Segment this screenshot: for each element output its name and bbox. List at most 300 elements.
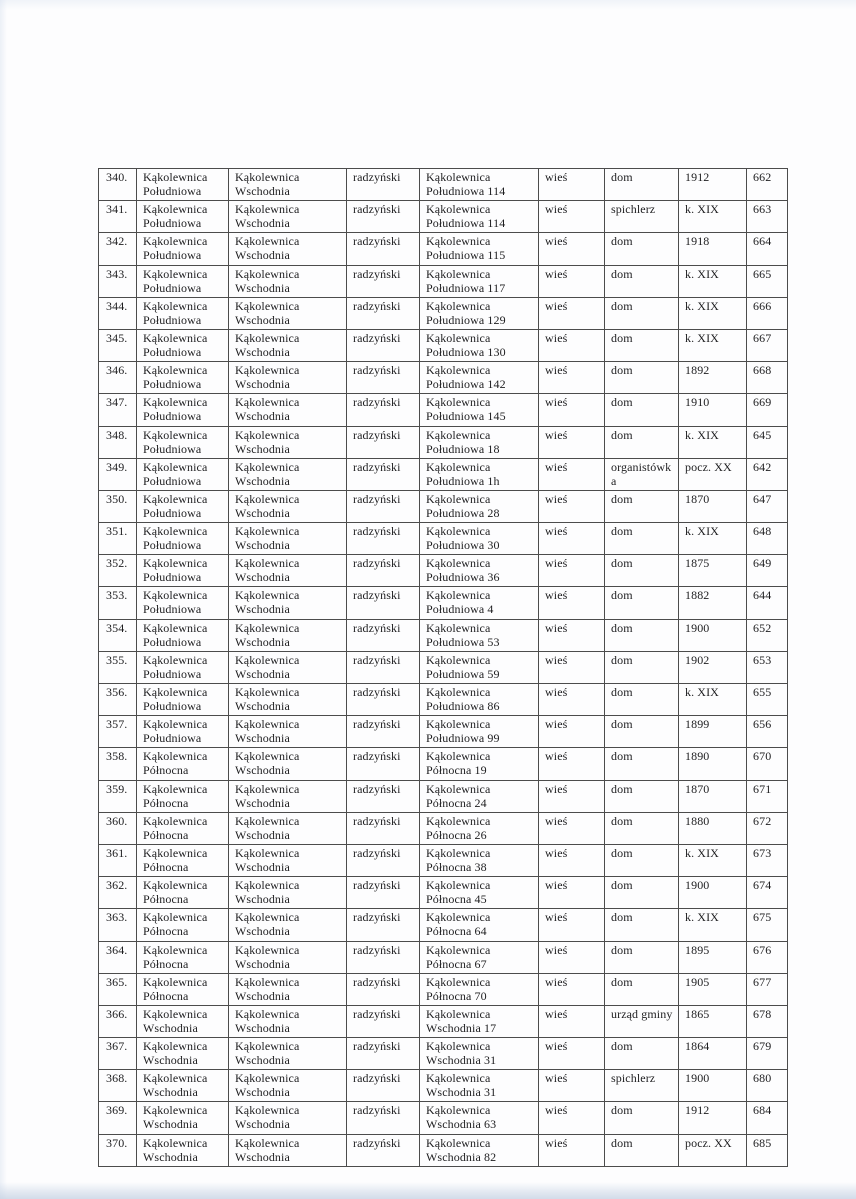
cell-dating: 1905 — [679, 973, 747, 1005]
cell-no: 360. — [99, 812, 137, 844]
cell-dating: pocz. XX — [679, 1134, 747, 1166]
cell-no: 368. — [99, 1070, 137, 1102]
cell-commune: Kąkolewnica Wschodnia — [229, 458, 347, 490]
cell-no: 356. — [99, 684, 137, 716]
cell-object: dom — [605, 426, 679, 458]
cell-locality: Kąkolewnica Wschodnia — [137, 1038, 229, 1070]
cell-district: radzyński — [347, 716, 420, 748]
cell-address: Kąkolewnica Północna 45 — [420, 877, 539, 909]
cell-type: wieś — [539, 1070, 605, 1102]
cell-no: 348. — [99, 426, 137, 458]
cell-commune: Kąkolewnica Wschodnia — [229, 619, 347, 651]
cell-district: radzyński — [347, 201, 420, 233]
cell-object: spichlerz — [605, 201, 679, 233]
cell-type: wieś — [539, 329, 605, 361]
cell-district: radzyński — [347, 651, 420, 683]
cell-dating: 1880 — [679, 812, 747, 844]
cell-no: 358. — [99, 748, 137, 780]
cell-district: radzyński — [347, 458, 420, 490]
cell-type: wieś — [539, 748, 605, 780]
cell-object: dom — [605, 909, 679, 941]
cell-commune: Kąkolewnica Wschodnia — [229, 265, 347, 297]
cell-district: radzyński — [347, 844, 420, 876]
cell-id: 670 — [747, 748, 788, 780]
cell-no: 355. — [99, 651, 137, 683]
cell-address: Kąkolewnica Północna 67 — [420, 941, 539, 973]
cell-dating: k. XIX — [679, 329, 747, 361]
cell-id: 664 — [747, 233, 788, 265]
cell-commune: Kąkolewnica Wschodnia — [229, 1134, 347, 1166]
cell-object: dom — [605, 973, 679, 1005]
cell-address: Kąkolewnica Południowa 30 — [420, 523, 539, 555]
cell-commune: Kąkolewnica Wschodnia — [229, 233, 347, 265]
cell-address: Kąkolewnica Północna 38 — [420, 844, 539, 876]
cell-no: 349. — [99, 458, 137, 490]
cell-id: 655 — [747, 684, 788, 716]
cell-dating: 1895 — [679, 941, 747, 973]
cell-no: 350. — [99, 490, 137, 522]
cell-id: 652 — [747, 619, 788, 651]
cell-no: 362. — [99, 877, 137, 909]
cell-type: wieś — [539, 684, 605, 716]
cell-no: 365. — [99, 973, 137, 1005]
table-row — [99, 233, 788, 265]
cell-id: 656 — [747, 716, 788, 748]
cell-district: radzyński — [347, 909, 420, 941]
cell-object: dom — [605, 1038, 679, 1070]
cell-object: dom — [605, 265, 679, 297]
cell-commune: Kąkolewnica Wschodnia — [229, 555, 347, 587]
cell-address: Kąkolewnica Południowa 36 — [420, 555, 539, 587]
cell-address: Kąkolewnica Południowa 28 — [420, 490, 539, 522]
cell-locality: Kąkolewnica Południowa — [137, 587, 229, 619]
cell-dating: 1870 — [679, 780, 747, 812]
cell-type: wieś — [539, 973, 605, 1005]
cell-id: 667 — [747, 329, 788, 361]
cell-locality: Kąkolewnica Południowa — [137, 651, 229, 683]
cell-address: Kąkolewnica Południowa 59 — [420, 651, 539, 683]
cell-object: dom — [605, 297, 679, 329]
cell-object: dom — [605, 523, 679, 555]
cell-address: Kąkolewnica Południowa 86 — [420, 684, 539, 716]
cell-id: 648 — [747, 523, 788, 555]
cell-id: 673 — [747, 844, 788, 876]
cell-locality: Kąkolewnica Północna — [137, 812, 229, 844]
cell-object: dom — [605, 233, 679, 265]
cell-commune: Kąkolewnica Wschodnia — [229, 973, 347, 1005]
cell-locality: Kąkolewnica Północna — [137, 941, 229, 973]
cell-id: 645 — [747, 426, 788, 458]
cell-district: radzyński — [347, 555, 420, 587]
cell-commune: Kąkolewnica Wschodnia — [229, 1102, 347, 1134]
cell-no: 351. — [99, 523, 137, 555]
cell-no: 369. — [99, 1102, 137, 1134]
cell-district: radzyński — [347, 426, 420, 458]
cell-object: dom — [605, 329, 679, 361]
table-row — [99, 844, 788, 876]
cell-type: wieś — [539, 1005, 605, 1037]
cell-commune: Kąkolewnica Wschodnia — [229, 812, 347, 844]
cell-locality: Kąkolewnica Południowa — [137, 555, 229, 587]
cell-no: 359. — [99, 780, 137, 812]
cell-type: wieś — [539, 201, 605, 233]
cell-dating: 1918 — [679, 233, 747, 265]
table-row — [99, 780, 788, 812]
cell-object: dom — [605, 844, 679, 876]
cell-commune: Kąkolewnica Wschodnia — [229, 523, 347, 555]
cell-id: 666 — [747, 297, 788, 329]
cell-address: Kąkolewnica Północna 64 — [420, 909, 539, 941]
cell-no: 367. — [99, 1038, 137, 1070]
cell-object: dom — [605, 169, 679, 201]
cell-id: 684 — [747, 1102, 788, 1134]
cell-locality: Kąkolewnica Wschodnia — [137, 1005, 229, 1037]
cell-address: Kąkolewnica Północna 19 — [420, 748, 539, 780]
cell-district: radzyński — [347, 297, 420, 329]
cell-address: Kąkolewnica Wschodnia 82 — [420, 1134, 539, 1166]
table-row — [99, 169, 788, 201]
cell-type: wieś — [539, 619, 605, 651]
cell-object: dom — [605, 1134, 679, 1166]
table-row — [99, 587, 788, 619]
cell-type: wieś — [539, 458, 605, 490]
cell-district: radzyński — [347, 394, 420, 426]
cell-no: 344. — [99, 297, 137, 329]
cell-commune: Kąkolewnica Wschodnia — [229, 651, 347, 683]
cell-locality: Kąkolewnica Południowa — [137, 458, 229, 490]
cell-commune: Kąkolewnica Wschodnia — [229, 201, 347, 233]
cell-commune: Kąkolewnica Wschodnia — [229, 941, 347, 973]
cell-object: dom — [605, 812, 679, 844]
cell-object: dom — [605, 394, 679, 426]
cell-dating: 1910 — [679, 394, 747, 426]
cell-id: 662 — [747, 169, 788, 201]
table-row — [99, 297, 788, 329]
cell-object: dom — [605, 684, 679, 716]
cell-district: radzyński — [347, 523, 420, 555]
cell-object: dom — [605, 1102, 679, 1134]
cell-object: dom — [605, 941, 679, 973]
scan-top-edge-tint — [0, 0, 856, 10]
cell-district: radzyński — [347, 748, 420, 780]
cell-address: Kąkolewnica Południowa 53 — [420, 619, 539, 651]
cell-type: wieś — [539, 941, 605, 973]
cell-id: 680 — [747, 1070, 788, 1102]
cell-no: 366. — [99, 1005, 137, 1037]
cell-district: radzyński — [347, 1102, 420, 1134]
cell-id: 669 — [747, 394, 788, 426]
cell-district: radzyński — [347, 684, 420, 716]
cell-type: wieś — [539, 490, 605, 522]
table-row — [99, 394, 788, 426]
cell-id: 647 — [747, 490, 788, 522]
cell-type: wieś — [539, 909, 605, 941]
cell-type: wieś — [539, 362, 605, 394]
cell-id: 668 — [747, 362, 788, 394]
cell-locality: Kąkolewnica Wschodnia — [137, 1070, 229, 1102]
cell-locality: Kąkolewnica Południowa — [137, 426, 229, 458]
table-row — [99, 748, 788, 780]
table-row — [99, 812, 788, 844]
cell-id: 642 — [747, 458, 788, 490]
cell-district: radzyński — [347, 1005, 420, 1037]
cell-locality: Kąkolewnica Południowa — [137, 169, 229, 201]
cell-locality: Kąkolewnica Południowa — [137, 362, 229, 394]
cell-object: urząd gminy — [605, 1005, 679, 1037]
table-row — [99, 329, 788, 361]
cell-locality: Kąkolewnica Południowa — [137, 716, 229, 748]
cell-district: radzyński — [347, 619, 420, 651]
cell-type: wieś — [539, 587, 605, 619]
cell-address: Kąkolewnica Południowa 4 — [420, 587, 539, 619]
cell-no: 352. — [99, 555, 137, 587]
cell-no: 363. — [99, 909, 137, 941]
table-row — [99, 973, 788, 1005]
cell-address: Kąkolewnica Południowa 115 — [420, 233, 539, 265]
scan-bottom-edge-tint — [0, 1182, 856, 1199]
cell-locality: Kąkolewnica Południowa — [137, 329, 229, 361]
table-row — [99, 941, 788, 973]
cell-locality: Kąkolewnica Południowa — [137, 265, 229, 297]
cell-address: Kąkolewnica Wschodnia 63 — [420, 1102, 539, 1134]
cell-id: 685 — [747, 1134, 788, 1166]
cell-address: Kąkolewnica Północna 26 — [420, 812, 539, 844]
cell-locality: Kąkolewnica Południowa — [137, 684, 229, 716]
cell-object: dom — [605, 651, 679, 683]
cell-locality: Kąkolewnica Północna — [137, 909, 229, 941]
table-row — [99, 877, 788, 909]
cell-id: 675 — [747, 909, 788, 941]
cell-district: radzyński — [347, 265, 420, 297]
table-row — [99, 1070, 788, 1102]
cell-id: 678 — [747, 1005, 788, 1037]
cell-type: wieś — [539, 555, 605, 587]
cell-address: Kąkolewnica Południowa 130 — [420, 329, 539, 361]
cell-commune: Kąkolewnica Wschodnia — [229, 490, 347, 522]
table-row — [99, 1005, 788, 1037]
cell-address: Kąkolewnica Południowa 99 — [420, 716, 539, 748]
table-row — [99, 909, 788, 941]
cell-dating: 1875 — [679, 555, 747, 587]
cell-type: wieś — [539, 1102, 605, 1134]
cell-type: wieś — [539, 169, 605, 201]
cell-district: radzyński — [347, 1134, 420, 1166]
cell-type: wieś — [539, 265, 605, 297]
cell-address: Kąkolewnica Południowa 142 — [420, 362, 539, 394]
cell-type: wieś — [539, 1038, 605, 1070]
cell-object: dom — [605, 748, 679, 780]
cell-commune: Kąkolewnica Wschodnia — [229, 684, 347, 716]
cell-dating: k. XIX — [679, 523, 747, 555]
cell-address: Kąkolewnica Południowa 129 — [420, 297, 539, 329]
cell-district: radzyński — [347, 490, 420, 522]
cell-commune: Kąkolewnica Wschodnia — [229, 748, 347, 780]
cell-no: 370. — [99, 1134, 137, 1166]
cell-commune: Kąkolewnica Wschodnia — [229, 297, 347, 329]
cell-dating: k. XIX — [679, 426, 747, 458]
cell-dating: 1892 — [679, 362, 747, 394]
heritage-register-table — [98, 168, 788, 1167]
cell-no: 353. — [99, 587, 137, 619]
cell-type: wieś — [539, 844, 605, 876]
cell-dating: k. XIX — [679, 844, 747, 876]
table-row — [99, 426, 788, 458]
cell-address: Kąkolewnica Wschodnia 17 — [420, 1005, 539, 1037]
cell-address: Kąkolewnica Wschodnia 31 — [420, 1038, 539, 1070]
cell-district: radzyński — [347, 1038, 420, 1070]
cell-locality: Kąkolewnica Południowa — [137, 394, 229, 426]
table-row — [99, 1102, 788, 1134]
cell-dating: 1900 — [679, 877, 747, 909]
table-row — [99, 458, 788, 490]
table-row — [99, 362, 788, 394]
cell-district: radzyński — [347, 941, 420, 973]
cell-address: Kąkolewnica Południowa 114 — [420, 201, 539, 233]
cell-type: wieś — [539, 394, 605, 426]
cell-object: organistówka — [605, 458, 679, 490]
cell-locality: Kąkolewnica Wschodnia — [137, 1102, 229, 1134]
cell-type: wieś — [539, 233, 605, 265]
cell-type: wieś — [539, 877, 605, 909]
table-row — [99, 1134, 788, 1166]
cell-type: wieś — [539, 523, 605, 555]
table-row — [99, 1038, 788, 1070]
cell-commune: Kąkolewnica Wschodnia — [229, 426, 347, 458]
cell-object: dom — [605, 555, 679, 587]
table-row — [99, 619, 788, 651]
cell-dating: 1865 — [679, 1005, 747, 1037]
cell-locality: Kąkolewnica Północna — [137, 877, 229, 909]
cell-no: 342. — [99, 233, 137, 265]
cell-no: 357. — [99, 716, 137, 748]
cell-district: radzyński — [347, 362, 420, 394]
cell-district: radzyński — [347, 877, 420, 909]
table-row — [99, 490, 788, 522]
cell-commune: Kąkolewnica Wschodnia — [229, 394, 347, 426]
cell-district: radzyński — [347, 169, 420, 201]
cell-object: dom — [605, 716, 679, 748]
cell-address: Kąkolewnica Południowa 18 — [420, 426, 539, 458]
cell-dating: k. XIX — [679, 909, 747, 941]
cell-id: 676 — [747, 941, 788, 973]
cell-address: Kąkolewnica Wschodnia 31 — [420, 1070, 539, 1102]
cell-locality: Kąkolewnica Północna — [137, 844, 229, 876]
cell-dating: 1900 — [679, 619, 747, 651]
cell-locality: Kąkolewnica Południowa — [137, 619, 229, 651]
cell-no: 347. — [99, 394, 137, 426]
cell-dating: 1882 — [679, 587, 747, 619]
table-row — [99, 555, 788, 587]
cell-district: radzyński — [347, 587, 420, 619]
cell-address: Kąkolewnica Południowa 145 — [420, 394, 539, 426]
cell-locality: Kąkolewnica Północna — [137, 748, 229, 780]
cell-commune: Kąkolewnica Wschodnia — [229, 169, 347, 201]
cell-commune: Kąkolewnica Wschodnia — [229, 1005, 347, 1037]
table-row — [99, 684, 788, 716]
cell-address: Kąkolewnica Północna 24 — [420, 780, 539, 812]
cell-district: radzyński — [347, 233, 420, 265]
cell-object: dom — [605, 619, 679, 651]
cell-commune: Kąkolewnica Wschodnia — [229, 780, 347, 812]
cell-id: 644 — [747, 587, 788, 619]
cell-dating: 1899 — [679, 716, 747, 748]
cell-locality: Kąkolewnica Południowa — [137, 233, 229, 265]
cell-address: Kąkolewnica Północna 70 — [420, 973, 539, 1005]
cell-type: wieś — [539, 1134, 605, 1166]
cell-dating: 1870 — [679, 490, 747, 522]
cell-no: 346. — [99, 362, 137, 394]
cell-locality: Kąkolewnica Południowa — [137, 201, 229, 233]
cell-no: 341. — [99, 201, 137, 233]
cell-type: wieś — [539, 651, 605, 683]
cell-locality: Kąkolewnica Południowa — [137, 490, 229, 522]
cell-no: 361. — [99, 844, 137, 876]
cell-district: radzyński — [347, 329, 420, 361]
cell-dating: 1890 — [679, 748, 747, 780]
cell-locality: Kąkolewnica Północna — [137, 780, 229, 812]
cell-commune: Kąkolewnica Wschodnia — [229, 1070, 347, 1102]
cell-commune: Kąkolewnica Wschodnia — [229, 716, 347, 748]
cell-no: 345. — [99, 329, 137, 361]
cell-commune: Kąkolewnica Wschodnia — [229, 909, 347, 941]
cell-district: radzyński — [347, 812, 420, 844]
cell-object: dom — [605, 362, 679, 394]
cell-id: 677 — [747, 973, 788, 1005]
cell-locality: Kąkolewnica Południowa — [137, 523, 229, 555]
cell-dating: k. XIX — [679, 297, 747, 329]
cell-dating: 1864 — [679, 1038, 747, 1070]
table-row — [99, 523, 788, 555]
cell-district: radzyński — [347, 1070, 420, 1102]
cell-dating: 1912 — [679, 1102, 747, 1134]
cell-id: 663 — [747, 201, 788, 233]
cell-locality: Kąkolewnica Północna — [137, 973, 229, 1005]
cell-commune: Kąkolewnica Wschodnia — [229, 587, 347, 619]
cell-dating: 1900 — [679, 1070, 747, 1102]
cell-district: radzyński — [347, 780, 420, 812]
cell-id: 672 — [747, 812, 788, 844]
cell-object: spichlerz — [605, 1070, 679, 1102]
table-row — [99, 265, 788, 297]
table-body — [99, 169, 788, 1167]
cell-id: 665 — [747, 265, 788, 297]
cell-no: 364. — [99, 941, 137, 973]
cell-type: wieś — [539, 780, 605, 812]
cell-commune: Kąkolewnica Wschodnia — [229, 362, 347, 394]
cell-object: dom — [605, 780, 679, 812]
cell-commune: Kąkolewnica Wschodnia — [229, 844, 347, 876]
cell-type: wieś — [539, 812, 605, 844]
cell-no: 343. — [99, 265, 137, 297]
cell-dating: k. XIX — [679, 201, 747, 233]
cell-type: wieś — [539, 426, 605, 458]
cell-locality: Kąkolewnica Południowa — [137, 297, 229, 329]
table-row — [99, 201, 788, 233]
cell-commune: Kąkolewnica Wschodnia — [229, 877, 347, 909]
cell-no: 340. — [99, 169, 137, 201]
cell-type: wieś — [539, 716, 605, 748]
table-row — [99, 651, 788, 683]
cell-id: 653 — [747, 651, 788, 683]
cell-commune: Kąkolewnica Wschodnia — [229, 1038, 347, 1070]
cell-address: Kąkolewnica Południowa 117 — [420, 265, 539, 297]
cell-dating: pocz. XX — [679, 458, 747, 490]
cell-id: 679 — [747, 1038, 788, 1070]
cell-type: wieś — [539, 297, 605, 329]
cell-object: dom — [605, 490, 679, 522]
cell-dating: 1912 — [679, 169, 747, 201]
cell-no: 354. — [99, 619, 137, 651]
